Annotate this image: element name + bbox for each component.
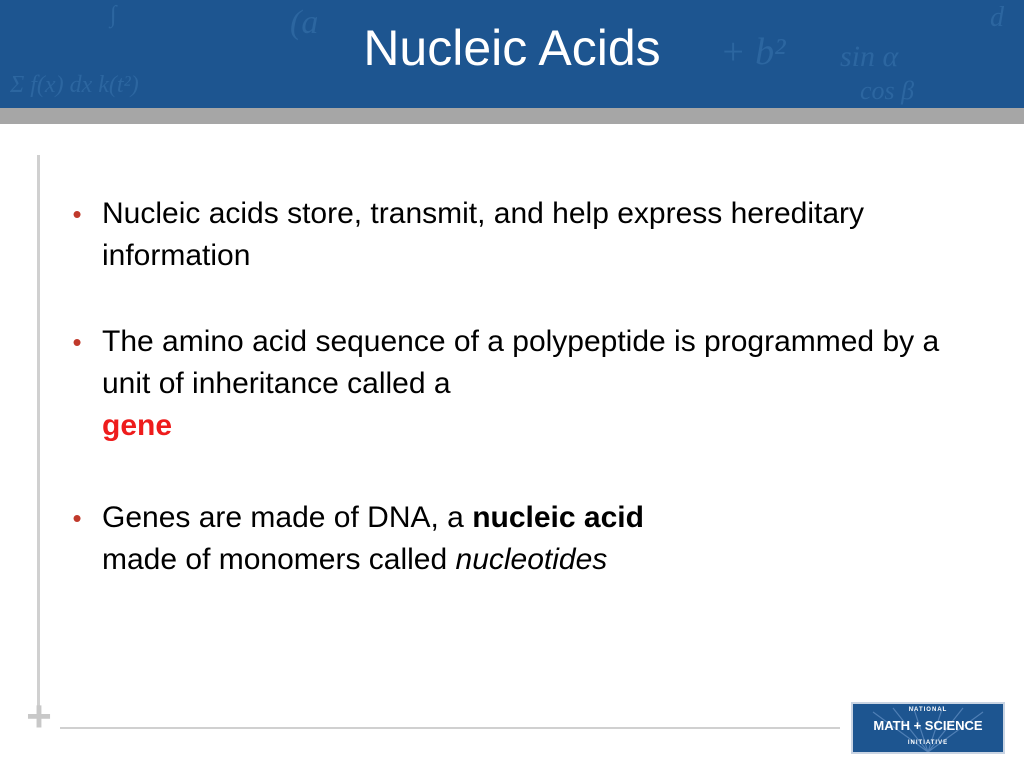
bullet-text: made of monomers called [102,543,448,576]
bullet-text: Genes are made of DNA, a [102,501,464,534]
bullet-item [62,193,962,277]
italic-term: nucleotides [455,543,608,576]
logo-main-text: MATH + SCIENCE [873,718,983,733]
bottom-accent-line [60,727,840,729]
decorative-formula: d [990,2,1004,33]
left-accent-line [37,155,40,710]
decorative-formula: (a [290,4,319,41]
bullet-text: Nucleic acids store, transmit, and help express hereditary information [102,197,865,272]
plus-icon: + [26,692,52,741]
highlight-term: gene [102,409,173,442]
decorative-formula: + b² [720,31,786,73]
header-divider [0,108,1024,124]
bullet-marker: • [72,503,82,533]
logo-bottom-text: INITIATIVE [907,740,949,746]
decorative-formula: Σ f(x) dx k(t²) [10,72,139,98]
bullet-marker: • [72,327,82,357]
bold-term: nucleic acid [472,501,644,534]
bullet-item [62,321,962,447]
bullet-item [62,497,962,581]
bullet-text: The amino acid sequence of a polypeptide is programmed by a unit of inheritance called a [102,325,940,400]
slide-title: Nucleic Acids [363,20,661,76]
decorative-formula: cos β [860,76,915,105]
decorative-formula: ∫ [110,2,117,28]
title-banner [0,0,1024,108]
bullet-marker: • [72,199,82,229]
bullet-list [62,193,962,581]
decorative-formula: sin α [840,40,899,73]
nms-logo [851,702,1005,754]
logo-top-text: NATIONAL [908,707,948,713]
